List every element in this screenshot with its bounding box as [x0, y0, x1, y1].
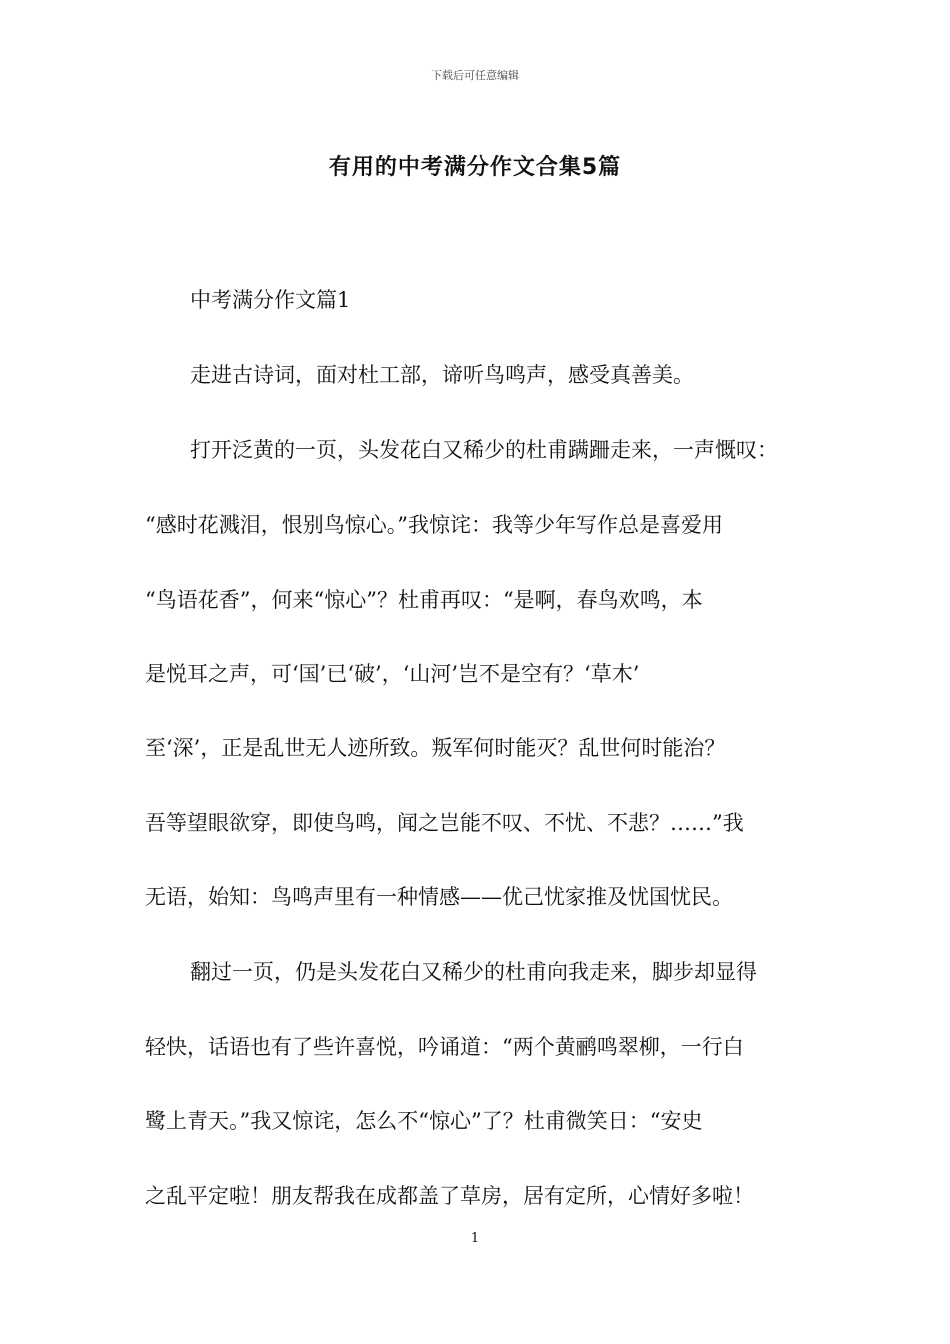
section-heading: 中考满分作文篇1 — [190, 288, 351, 312]
document-title: 有用的中考满分作文合集5篇 — [328, 155, 622, 180]
paragraph-line: 走进古诗词，面对杜工部，谛听鸟鸣声，感受真善美。 — [190, 363, 694, 387]
page-number: 1 — [470, 1231, 480, 1246]
paragraph-line: 是悦耳之声，可‘国’已‘破’，‘山河’岂不是空有？‘草木’ — [145, 662, 640, 686]
paragraph-line: 鹭上青天。”我又惊诧，怎么不“惊心”了？杜甫微笑日：“安史 — [145, 1109, 703, 1133]
paragraph-line: 打开泛黄的一页，头发花白又稀少的杜甫蹒跚走来，一声慨叹： — [190, 438, 778, 462]
paragraph-line: “感时花溅泪，恨别鸟惊心。”我惊诧：我等少年写作总是喜爱用 — [145, 513, 723, 537]
paragraph-line: 至‘深’，正是乱世无人迹所致。叛军何时能灭？乱世何时能治？ — [145, 736, 726, 760]
paragraph-line: 无语，始知：鸟鸣声里有一种情感——优己忧家推及忧国忧民。 — [145, 885, 733, 909]
paragraph-line: 翻过一页，仍是头发花白又稀少的杜甫向我走来，脚步却显得 — [190, 960, 757, 984]
paragraph-line: 之乱平定啦！朋友帮我在成都盖了草房，居有定所，心情好多啦！ — [145, 1184, 754, 1208]
paragraph-line: 吾等望眼欲穿，即使鸟鸣，闻之岂能不叹、不忧、不悲？……”我 — [145, 811, 744, 835]
header-note: 下载后可任意编辑 — [431, 69, 519, 82]
paragraph-line: “鸟语花香”，何来“惊心”？杜甫再叹：“是啊，春鸟欢鸣，本 — [145, 588, 703, 612]
paragraph-line: 轻快，话语也有了些许喜悦，吟诵道：“两个黄鹂鸣翠柳，一行白 — [145, 1035, 744, 1059]
